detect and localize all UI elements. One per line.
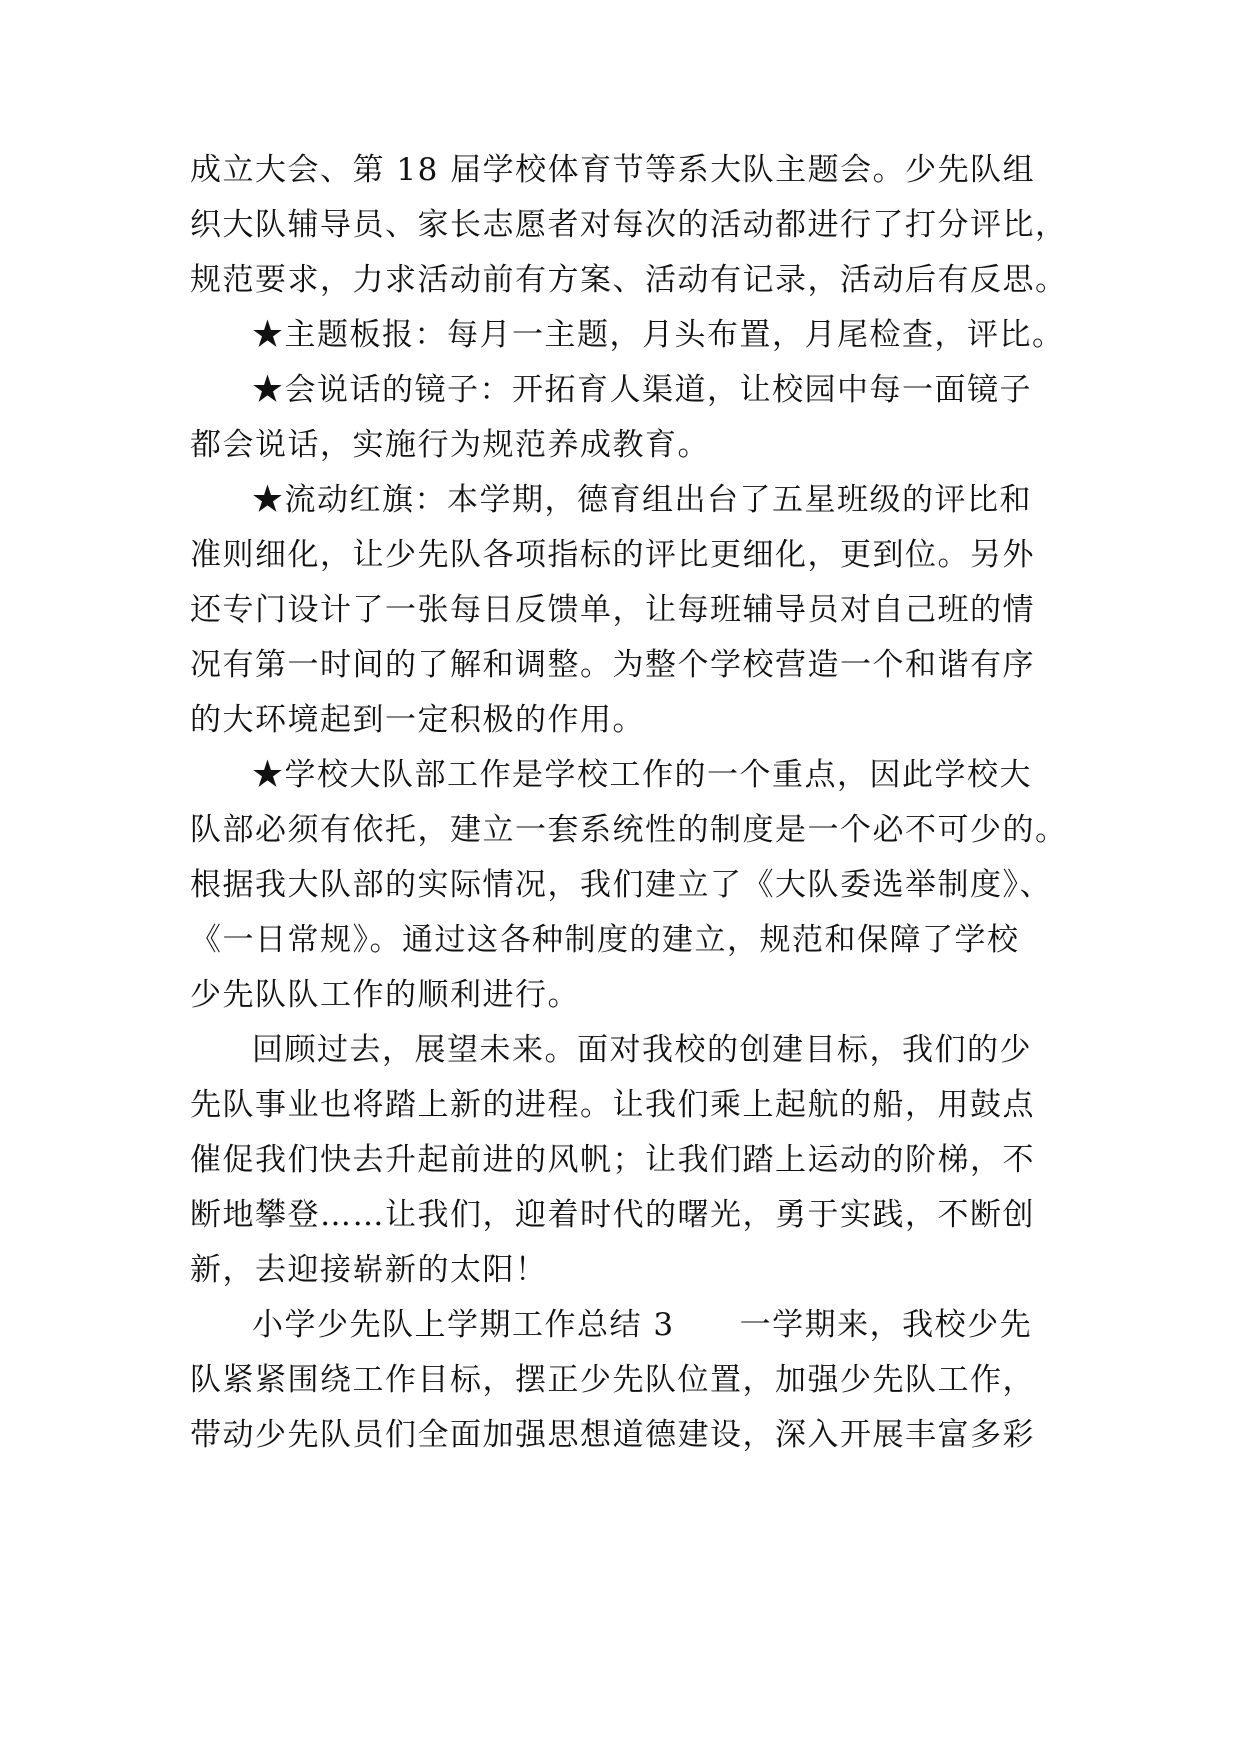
- text-line: 新，去迎接崭新的太阳！: [190, 1252, 548, 1288]
- text-line: 织大队辅导员、家长志愿者对每次的活动都进行了打分评比，: [190, 207, 1068, 243]
- text-line: 根据我大队部的实际情况，我们建立了《大队委选举制度》、: [190, 867, 1052, 903]
- text-line: 队紧紧围绕工作目标，摆正少先队位置，加强少先队工作，: [190, 1362, 1035, 1398]
- text-line: 回顾过去，展望未来。面对我校的创建目标，我们的少: [252, 1032, 1032, 1068]
- text-line: 催促我们快去升起前进的风帆；让我们踏上运动的阶梯，不: [190, 1142, 1035, 1178]
- text-line: 规范要求，力求活动前有方案、活动有记录，活动后有反思。: [190, 262, 1068, 298]
- text-line: 带动少先队员们全面加强思想道德建设，深入开展丰富多彩: [190, 1417, 1035, 1453]
- text-line: 少先队队工作的顺利进行。: [190, 977, 580, 1013]
- text-line: 先队事业也将踏上新的进程。让我们乘上起航的船，用鼓点: [190, 1087, 1035, 1123]
- text-line: 还专门设计了一张每日反馈单，让每班辅导员对自己班的情: [190, 592, 1035, 628]
- text-line: 都会说话，实施行为规范养成教育。: [190, 427, 710, 463]
- text-line: ★学校大队部工作是学校工作的一个重点，因此学校大: [252, 757, 1032, 793]
- text-line: ★流动红旗：本学期，德育组出台了五星班级的评比和: [252, 482, 1032, 518]
- text-line: 准则细化，让少先队各项指标的评比更细化，更到位。另外: [190, 537, 1035, 573]
- text-line: 队部必须有依托，建立一套系统性的制度是一个必不可少的。: [190, 812, 1068, 848]
- text-line: 的大环境起到一定积极的作用。: [190, 702, 645, 738]
- text-line: ★会说话的镜子：开拓育人渠道，让校园中每一面镜子: [252, 372, 1032, 408]
- text-line: 《一日常规》。通过这各种制度的建立，规范和保障了学校: [190, 922, 1020, 958]
- text-line: ★主题板报：每月一主题，月头布置，月尾检查，评比。: [252, 317, 1065, 353]
- text-line: 况有第一时间的了解和调整。为整个学校营造一个和谐有序: [190, 647, 1035, 683]
- text-line: 小学少先队上学期工作总结 3 一学期来，我校少先: [252, 1307, 1033, 1343]
- text-line: 断地攀登……让我们，迎着时代的曙光，勇于实践，不断创: [190, 1197, 1035, 1233]
- text-line: 成立大会、第 18 届学校体育节等系大队主题会。少先队组: [190, 152, 1036, 188]
